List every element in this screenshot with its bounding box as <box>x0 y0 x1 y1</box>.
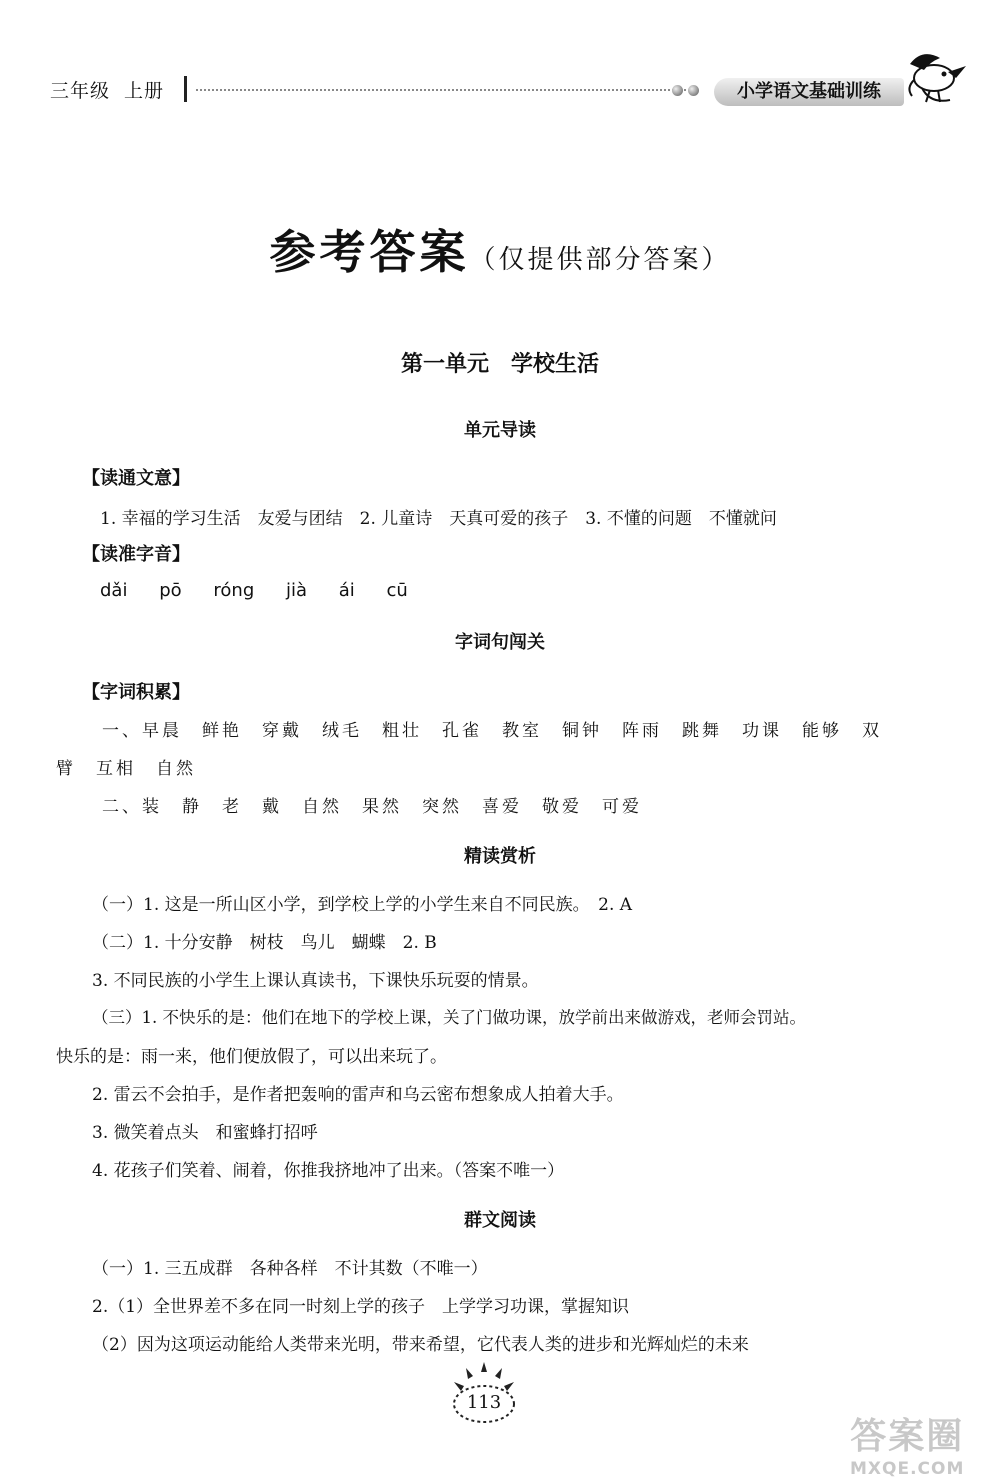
title-main: 参考答案 <box>269 225 470 279</box>
pinyin-item: jià <box>285 580 308 601</box>
page-title <box>0 216 1000 282</box>
pinyin-item: dǎi <box>100 580 128 601</box>
section-title-close-reading: 精读赏析 <box>464 846 536 867</box>
answer-line: 二、装 静 老 戴 自然 果然 突然 喜爱 敬爱 可爱 <box>102 797 642 817</box>
title-note: （仅提供部分答案） <box>469 245 731 275</box>
unit-title: 第一单元 学校生活 <box>400 352 599 377</box>
grade-label: 三年级 <box>50 80 111 102</box>
header-divider <box>184 76 187 102</box>
subheading-word-accumulation: 【字词积累】 <box>82 682 190 703</box>
answer-line: （三）1. 不快乐的是：他们在地下的学校上课，关了门做功课，放学前出来做游戏，老师会罚站。 <box>92 1008 806 1027</box>
watermark-logo-text: 答案圈 <box>850 1416 965 1457</box>
answer-line: （一）1. 三五成群 各种各样 不计其数（不唯一） <box>92 1259 488 1279</box>
pinyin-item: róng <box>213 580 255 601</box>
answer-line: 2.（1）全世界差不多在同一时刻上学的孩子 上学学习功课，掌握知识 <box>92 1297 630 1317</box>
answer-line: 3. 微笑着点头 和蜜蜂打招呼 <box>92 1123 318 1143</box>
answer-line: 3. 不同民族的小学生上课认真读书，下课快乐玩耍的情景。 <box>92 971 539 991</box>
section-title-unit-guide: 单元导读 <box>464 420 536 441</box>
watermark-url: MXQE.COM <box>850 1459 965 1479</box>
bird-icon <box>900 44 970 114</box>
header-dotted-rule <box>196 89 686 91</box>
watermark <box>850 1408 964 1479</box>
header-grade-volume <box>50 76 178 103</box>
section-title-word-sentence: 字词句闯关 <box>455 632 545 653</box>
header-decoration <box>672 80 704 99</box>
answer-line: 1. 幸福的学习生活 友爱与团结 2. 儿童诗 天真可爱的孩子 3. 不懂的问题 不懂就问 <box>100 509 777 529</box>
answer-line: 臂 互相 自然 <box>56 759 196 779</box>
pinyin-item: ái <box>338 580 355 601</box>
answer-line: 4. 花孩子们笑着、闹着，你推我挤地冲了出来。（答案不唯一） <box>92 1161 565 1181</box>
section-title-group-reading: 群文阅读 <box>464 1210 536 1231</box>
pinyin-item: pō <box>159 580 182 601</box>
answer-line: 2. 雷云不会拍手，是作者把轰响的雷声和乌云密布想象成人拍着大手。 <box>92 1085 624 1105</box>
answer-line: （二）1. 十分安静 树枝 鸟儿 蝴蝶 2. B <box>92 933 437 953</box>
answer-line: （一）1. 这是一所山区小学，到学校上学的小学生来自不同民族。 2. A <box>92 895 633 915</box>
answer-line: 一、早晨 鲜艳 穿戴 绒毛 粗壮 孔雀 教室 铜钟 阵雨 跳舞 功课 能够 双 <box>102 721 882 741</box>
pinyin-item: cū <box>386 580 408 601</box>
subheading-pronunciation: 【读准字音】 <box>82 544 190 565</box>
answer-line: （2）因为这项运动能给人类带来光明，带来希望，它代表人类的进步和光辉灿烂的未来 <box>92 1335 749 1355</box>
pinyin-answers <box>100 580 426 601</box>
book-title: 小学语文基础训练 <box>714 78 904 106</box>
subheading-reading-meaning: 【读通文意】 <box>82 468 190 489</box>
answer-line: 快乐的是：雨一来，他们便放假了，可以出来玩了。 <box>56 1047 447 1067</box>
page-number: 113 <box>466 1392 502 1413</box>
volume-label: 上册 <box>124 80 165 102</box>
